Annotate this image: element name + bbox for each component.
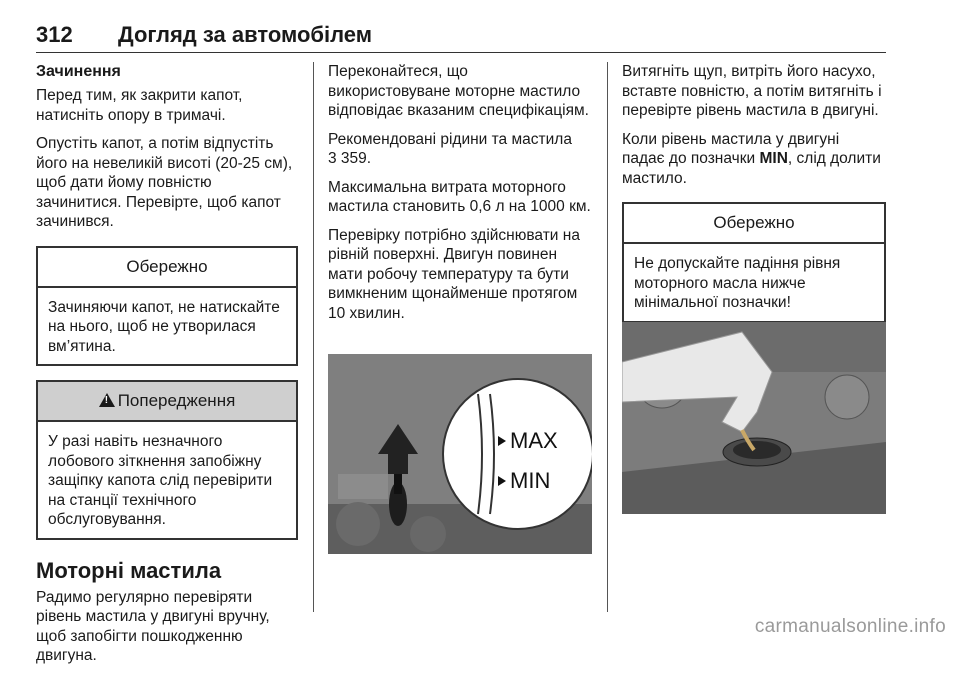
warning-box xyxy=(36,380,298,540)
caution-box xyxy=(622,202,886,323)
paragraph: Перед тим, як закрити капот, натисніть опору в тримачі. xyxy=(36,87,243,124)
caution-title: Обережно xyxy=(38,248,296,288)
min-mark-text: MIN xyxy=(759,150,788,167)
warning-text: У разі навіть незначного лобового зіткнення запобіжну защіпку капота слід перевірити на станції технічного обслуговування. xyxy=(48,433,273,528)
min-label: MIN xyxy=(510,468,551,493)
page-number: 312 xyxy=(36,22,73,47)
watermark: carmanualsonline.info xyxy=(754,616,946,637)
paragraph: Перевірку потрібно здійснювати на рівній поверхні. Двигун повинен мати робочу температуру та бути вимкненим щонайменше протягом 10 хвилин. xyxy=(328,226,580,322)
warning-triangle-icon xyxy=(99,393,115,407)
column-divider xyxy=(607,62,608,612)
max-label: MAX xyxy=(510,428,558,453)
warning-header xyxy=(38,382,296,422)
paragraph: Витягніть щуп, витріть його насухо, вставте повністю, а потім витягніть і перевірте рівень мастила в двигуні. xyxy=(622,63,882,119)
page-reference-link[interactable]: 3 359. xyxy=(328,150,372,167)
paragraph: Опустіть капот, а потім відпустіть його на невеликій висоті (20-25 см), щоб дати йому повністю зачинитися. Перевірте, щоб капот зачинився. xyxy=(36,135,293,230)
paragraph xyxy=(328,130,592,169)
reference-text: Рекомендовані рідини та мастила xyxy=(328,130,572,148)
paragraph: Переконайтеся, що використовуване моторне мастило відповідає вказаним специфікаціям. xyxy=(328,63,589,119)
column-3 xyxy=(622,62,886,337)
oil-filling-illustration xyxy=(622,322,886,514)
paragraph: Радимо регулярно перевіряти рівень мастила у двигуні вручну, щоб запобігти пошкодженню двигуна. xyxy=(36,588,270,664)
column-2 xyxy=(328,62,592,332)
caution-box xyxy=(36,246,298,367)
caution-text: Зачиняючи капот, не натискайте на нього, щоб не утворилася вм’ятина. xyxy=(48,298,280,355)
warning-title: Попередження xyxy=(117,391,236,410)
dipstick-illustration xyxy=(328,354,592,554)
oil-filling-svg xyxy=(622,322,886,514)
section-heading-closing: Зачинення xyxy=(36,63,121,80)
section-heading-engine-oils: Моторні мастила xyxy=(36,557,222,583)
paragraph: Коли рівень мастила у двигуні падає до позначки MIN, слід долити мастило. xyxy=(622,130,881,187)
paragraph: Максимальна витрата моторного мастила становить 0,6 л на 1000 км. xyxy=(328,178,591,215)
caution-text: Не допускайте падіння рівня моторного масла нижче мінімальної позначки! xyxy=(634,255,841,311)
column-1 xyxy=(36,62,298,675)
column-divider xyxy=(313,62,314,612)
dipstick-svg xyxy=(328,354,592,554)
page-header xyxy=(36,14,886,53)
caution-title: Обережно xyxy=(624,204,884,244)
page-title: Догляд за автомобілем xyxy=(118,22,373,47)
